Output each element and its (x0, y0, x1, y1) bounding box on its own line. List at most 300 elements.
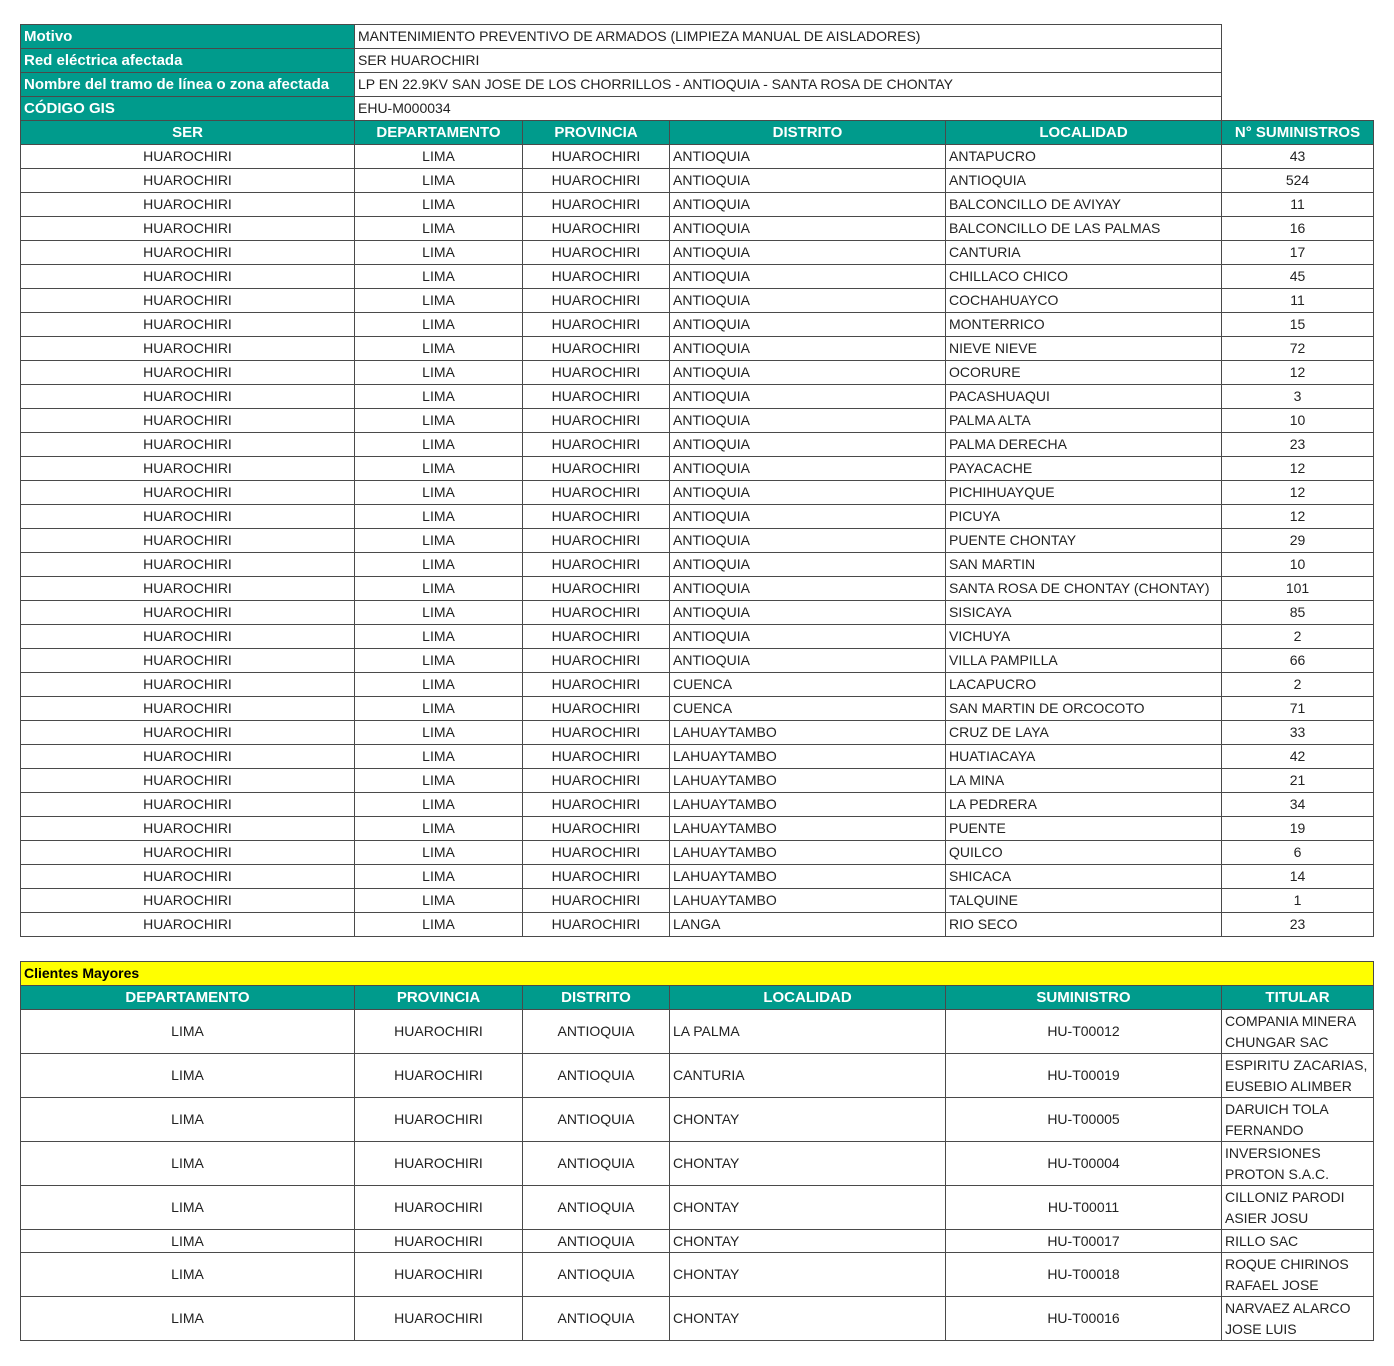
ser-cell[interactable]: HUAROCHIRI (21, 889, 355, 913)
localidad-cell[interactable]: OCORURE (946, 361, 1222, 385)
distrito-cell[interactable]: ANTIOQUIA (670, 385, 946, 409)
clients-head (21, 962, 1374, 1010)
provincia-cell[interactable]: HUAROCHIRI (523, 913, 670, 937)
distrito-cell[interactable]: ANTIOQUIA (670, 313, 946, 337)
suministros-cell[interactable]: 33 (1222, 721, 1374, 745)
ser-cell[interactable]: HUAROCHIRI (21, 841, 355, 865)
departamento-cell[interactable]: LIMA (355, 409, 523, 433)
distrito-cell[interactable]: ANTIOQUIA (670, 145, 946, 169)
col-header-titular: TITULAR (1222, 986, 1374, 1010)
provincia-cell[interactable]: HUAROCHIRI (523, 841, 670, 865)
suministros-cell[interactable]: 29 (1222, 529, 1374, 553)
departamento-cell[interactable]: LIMA (355, 193, 523, 217)
provincia-cell[interactable]: HUAROCHIRI (523, 169, 670, 193)
localidad-cell[interactable]: MONTERRICO (946, 313, 1222, 337)
provincia-cell[interactable]: HUAROCHIRI (355, 1054, 523, 1098)
distrito-cell[interactable]: CUENCA (670, 697, 946, 721)
table-row (21, 577, 1374, 601)
provincia-cell[interactable]: HUAROCHIRI (523, 577, 670, 601)
departamento-cell[interactable]: LIMA (355, 553, 523, 577)
localidad-cell[interactable]: RIO SECO (946, 913, 1222, 937)
localidad-cell[interactable]: CHONTAY (670, 1142, 946, 1186)
col-header-departamento: DEPARTAMENTO (21, 986, 355, 1010)
provincia-cell[interactable]: HUAROCHIRI (523, 553, 670, 577)
provincia-cell[interactable]: HUAROCHIRI (355, 1142, 523, 1186)
departamento-cell[interactable]: LIMA (355, 625, 523, 649)
table-row (21, 1230, 1374, 1253)
suministros-cell[interactable]: 23 (1222, 913, 1374, 937)
provincia-cell[interactable]: HUAROCHIRI (523, 337, 670, 361)
table-row (21, 841, 1374, 865)
ser-cell[interactable]: HUAROCHIRI (21, 505, 355, 529)
departamento-cell[interactable]: LIMA (355, 505, 523, 529)
table-row (21, 793, 1374, 817)
provincia-cell[interactable]: HUAROCHIRI (523, 409, 670, 433)
distrito-cell[interactable]: LAHUAYTAMBO (670, 769, 946, 793)
suministros-cell[interactable]: 34 (1222, 793, 1374, 817)
distrito-cell[interactable]: ANTIOQUIA (670, 433, 946, 457)
motivo-label: Motivo (21, 25, 355, 49)
ser-cell[interactable]: HUAROCHIRI (21, 553, 355, 577)
suministros-cell[interactable]: 23 (1222, 433, 1374, 457)
ser-cell[interactable]: HUAROCHIRI (21, 673, 355, 697)
suministro-cell[interactable]: HU-T00016 (946, 1297, 1222, 1341)
distrito-cell[interactable]: ANTIOQUIA (670, 337, 946, 361)
supply-table (20, 24, 1374, 937)
distrito-cell[interactable]: ANTIOQUIA (670, 241, 946, 265)
departamento-cell[interactable]: LIMA (355, 529, 523, 553)
provincia-cell[interactable]: HUAROCHIRI (355, 1297, 523, 1341)
provincia-cell[interactable]: HUAROCHIRI (355, 1253, 523, 1297)
ser-cell[interactable]: HUAROCHIRI (21, 313, 355, 337)
ser-cell[interactable]: HUAROCHIRI (21, 913, 355, 937)
empty-cell (1222, 97, 1374, 121)
localidad-cell[interactable]: LA MINA (946, 769, 1222, 793)
suministros-cell[interactable]: 21 (1222, 769, 1374, 793)
table-row (21, 601, 1374, 625)
localidad-cell[interactable]: CHONTAY (670, 1297, 946, 1341)
tramo-row (21, 73, 1374, 97)
suministros-cell[interactable]: 42 (1222, 745, 1374, 769)
provincia-cell[interactable]: HUAROCHIRI (523, 793, 670, 817)
table-row (21, 193, 1374, 217)
ser-cell[interactable]: HUAROCHIRI (21, 433, 355, 457)
departamento-cell[interactable]: LIMA (355, 145, 523, 169)
localidad-cell[interactable]: SAN MARTIN (946, 553, 1222, 577)
gis-row (21, 97, 1374, 121)
ser-cell[interactable]: HUAROCHIRI (21, 793, 355, 817)
ser-cell[interactable]: HUAROCHIRI (21, 217, 355, 241)
departamento-cell[interactable]: LIMA (355, 913, 523, 937)
suministro-cell[interactable]: HU-T00011 (946, 1186, 1222, 1230)
provincia-cell[interactable]: HUAROCHIRI (523, 721, 670, 745)
suministros-cell[interactable]: 16 (1222, 217, 1374, 241)
localidad-cell[interactable]: LA PALMA (670, 1010, 946, 1054)
clients-rows (21, 1010, 1374, 1341)
departamento-cell[interactable]: LIMA (355, 457, 523, 481)
departamento-cell[interactable]: LIMA (21, 1297, 355, 1341)
table-row (21, 553, 1374, 577)
provincia-cell[interactable]: HUAROCHIRI (523, 457, 670, 481)
provincia-cell[interactable]: HUAROCHIRI (355, 1010, 523, 1054)
ser-cell[interactable]: HUAROCHIRI (21, 289, 355, 313)
ser-cell[interactable]: HUAROCHIRI (21, 865, 355, 889)
departamento-cell[interactable]: LIMA (355, 889, 523, 913)
localidad-cell[interactable]: LA PEDRERA (946, 793, 1222, 817)
distrito-cell[interactable]: ANTIOQUIA (670, 169, 946, 193)
departamento-cell[interactable]: LIMA (355, 385, 523, 409)
table-row (21, 529, 1374, 553)
localidad-cell[interactable]: PICUYA (946, 505, 1222, 529)
localidad-cell[interactable]: CHONTAY (670, 1253, 946, 1297)
departamento-cell[interactable]: LIMA (355, 769, 523, 793)
ser-cell[interactable]: HUAROCHIRI (21, 265, 355, 289)
provincia-cell[interactable]: HUAROCHIRI (355, 1230, 523, 1253)
red-value[interactable]: SER HUAROCHIRI (355, 49, 1222, 73)
table-row (21, 265, 1374, 289)
departamento-cell[interactable]: LIMA (21, 1098, 355, 1142)
departamento-cell[interactable]: LIMA (355, 313, 523, 337)
departamento-cell[interactable]: LIMA (355, 745, 523, 769)
departamento-cell[interactable]: LIMA (355, 601, 523, 625)
provincia-cell[interactable]: HUAROCHIRI (523, 433, 670, 457)
titular-cell[interactable]: ESPIRITU ZACARIAS, EUSEBIO ALIMBER (1222, 1054, 1374, 1098)
localidad-cell[interactable]: QUILCO (946, 841, 1222, 865)
distrito-cell[interactable]: ANTIOQUIA (523, 1186, 670, 1230)
suministros-cell[interactable]: 14 (1222, 865, 1374, 889)
localidad-cell[interactable]: PALMA ALTA (946, 409, 1222, 433)
ser-cell[interactable]: HUAROCHIRI (21, 625, 355, 649)
distrito-cell[interactable]: LAHUAYTAMBO (670, 793, 946, 817)
gis-value[interactable]: EHU-M000034 (355, 97, 1222, 121)
suministros-cell[interactable]: 17 (1222, 241, 1374, 265)
titular-cell[interactable]: COMPANIA MINERA CHUNGAR SAC (1222, 1010, 1374, 1054)
ser-cell[interactable]: HUAROCHIRI (21, 649, 355, 673)
table-row (21, 721, 1374, 745)
departamento-cell[interactable]: LIMA (21, 1010, 355, 1054)
ser-cell[interactable]: HUAROCHIRI (21, 457, 355, 481)
suministros-cell[interactable]: 85 (1222, 601, 1374, 625)
suministros-cell[interactable]: 524 (1222, 169, 1374, 193)
suministro-cell[interactable]: HU-T00018 (946, 1253, 1222, 1297)
ser-cell[interactable]: HUAROCHIRI (21, 529, 355, 553)
localidad-cell[interactable]: NIEVE NIEVE (946, 337, 1222, 361)
provincia-cell[interactable]: HUAROCHIRI (523, 697, 670, 721)
distrito-cell[interactable]: ANTIOQUIA (670, 553, 946, 577)
table-row (21, 1186, 1374, 1230)
provincia-cell[interactable]: HUAROCHIRI (355, 1098, 523, 1142)
table-row (21, 1010, 1374, 1054)
suministros-cell[interactable]: 10 (1222, 553, 1374, 577)
suministros-cell[interactable]: 10 (1222, 409, 1374, 433)
provincia-cell[interactable]: HUAROCHIRI (523, 481, 670, 505)
distrito-cell[interactable]: ANTIOQUIA (523, 1054, 670, 1098)
distrito-cell[interactable]: ANTIOQUIA (670, 601, 946, 625)
localidad-cell[interactable]: BALCONCILLO DE LAS PALMAS (946, 217, 1222, 241)
supply-rows (21, 145, 1374, 937)
localidad-cell[interactable]: PALMA DERECHA (946, 433, 1222, 457)
localidad-cell[interactable]: ANTAPUCRO (946, 145, 1222, 169)
distrito-cell[interactable]: LAHUAYTAMBO (670, 889, 946, 913)
localidad-cell[interactable]: SANTA ROSA DE CHONTAY (CHONTAY) (946, 577, 1222, 601)
distrito-cell[interactable]: ANTIOQUIA (670, 289, 946, 313)
provincia-cell[interactable]: HUAROCHIRI (355, 1186, 523, 1230)
distrito-cell[interactable]: ANTIOQUIA (670, 361, 946, 385)
ser-cell[interactable]: HUAROCHIRI (21, 337, 355, 361)
ser-cell[interactable]: HUAROCHIRI (21, 361, 355, 385)
ser-cell[interactable]: HUAROCHIRI (21, 601, 355, 625)
col-header-distrito: DISTRITO (670, 121, 946, 145)
provincia-cell[interactable]: HUAROCHIRI (523, 865, 670, 889)
titular-cell[interactable]: INVERSIONES PROTON S.A.C. (1222, 1142, 1374, 1186)
provincia-cell[interactable]: HUAROCHIRI (523, 217, 670, 241)
red-row (21, 49, 1374, 73)
departamento-cell[interactable]: LIMA (21, 1230, 355, 1253)
provincia-cell[interactable]: HUAROCHIRI (523, 649, 670, 673)
localidad-cell[interactable]: CANTURIA (670, 1054, 946, 1098)
distrito-cell[interactable]: ANTIOQUIA (670, 457, 946, 481)
clients-table (20, 961, 1374, 1341)
departamento-cell[interactable]: LIMA (355, 433, 523, 457)
departamento-cell[interactable]: LIMA (355, 577, 523, 601)
provincia-cell[interactable]: HUAROCHIRI (523, 673, 670, 697)
distrito-cell[interactable]: ANTIOQUIA (670, 481, 946, 505)
empty-cell (1222, 25, 1374, 49)
localidad-cell[interactable]: COCHAHUAYCO (946, 289, 1222, 313)
localidad-cell[interactable]: ANTIOQUIA (946, 169, 1222, 193)
localidad-cell[interactable]: PAYACACHE (946, 457, 1222, 481)
departamento-cell[interactable]: LIMA (355, 289, 523, 313)
departamento-cell[interactable]: LIMA (21, 1054, 355, 1098)
suministros-cell[interactable]: 12 (1222, 361, 1374, 385)
table-row (21, 1297, 1374, 1341)
provincia-cell[interactable]: HUAROCHIRI (523, 289, 670, 313)
distrito-cell[interactable]: ANTIOQUIA (670, 217, 946, 241)
table-row (21, 865, 1374, 889)
distrito-cell[interactable]: ANTIOQUIA (523, 1253, 670, 1297)
localidad-cell[interactable]: HUATIACAYA (946, 745, 1222, 769)
table-row (21, 1253, 1374, 1297)
table-row (21, 1054, 1374, 1098)
suministros-cell[interactable]: 2 (1222, 625, 1374, 649)
distrito-cell[interactable]: ANTIOQUIA (670, 649, 946, 673)
distrito-cell[interactable]: ANTIOQUIA (670, 265, 946, 289)
distrito-cell[interactable]: ANTIOQUIA (670, 409, 946, 433)
provincia-cell[interactable]: HUAROCHIRI (523, 817, 670, 841)
departamento-cell[interactable]: LIMA (355, 361, 523, 385)
suministros-cell[interactable]: 101 (1222, 577, 1374, 601)
table-row (21, 625, 1374, 649)
ser-cell[interactable]: HUAROCHIRI (21, 409, 355, 433)
localidad-cell[interactable]: CHONTAY (670, 1230, 946, 1253)
distrito-cell[interactable]: ANTIOQUIA (670, 625, 946, 649)
localidad-cell[interactable]: TALQUINE (946, 889, 1222, 913)
distrito-cell[interactable]: ANTIOQUIA (523, 1098, 670, 1142)
localidad-cell[interactable]: PUENTE CHONTAY (946, 529, 1222, 553)
section-gap (20, 937, 1374, 961)
distrito-cell[interactable]: ANTIOQUIA (670, 577, 946, 601)
departamento-cell[interactable]: LIMA (355, 841, 523, 865)
localidad-cell[interactable]: CHONTAY (670, 1186, 946, 1230)
departamento-cell[interactable]: LIMA (21, 1142, 355, 1186)
localidad-cell[interactable]: CHILLACO CHICO (946, 265, 1222, 289)
col-header-localidad: LOCALIDAD (670, 986, 946, 1010)
distrito-cell[interactable]: LAHUAYTAMBO (670, 721, 946, 745)
departamento-cell[interactable]: LIMA (355, 649, 523, 673)
departamento-cell[interactable]: LIMA (355, 337, 523, 361)
table-row (21, 457, 1374, 481)
titular-cell[interactable]: ROQUE CHIRINOS RAFAEL JOSE (1222, 1253, 1374, 1297)
ser-cell[interactable]: HUAROCHIRI (21, 817, 355, 841)
distrito-cell[interactable]: LANGA (670, 913, 946, 937)
departamento-cell[interactable]: LIMA (355, 721, 523, 745)
distrito-cell[interactable]: LAHUAYTAMBO (670, 865, 946, 889)
departamento-cell[interactable]: LIMA (355, 817, 523, 841)
provincia-cell[interactable]: HUAROCHIRI (523, 769, 670, 793)
provincia-cell[interactable]: HUAROCHIRI (523, 529, 670, 553)
ser-cell[interactable]: HUAROCHIRI (21, 241, 355, 265)
provincia-cell[interactable]: HUAROCHIRI (523, 385, 670, 409)
col-header-suministro: SUMINISTRO (946, 986, 1222, 1010)
titular-cell[interactable]: CILLONIZ PARODI ASIER JOSU (1222, 1186, 1374, 1230)
localidad-cell[interactable]: SHICACA (946, 865, 1222, 889)
suministros-cell[interactable]: 12 (1222, 457, 1374, 481)
localidad-cell[interactable]: VILLA PAMPILLA (946, 649, 1222, 673)
ser-cell[interactable]: HUAROCHIRI (21, 721, 355, 745)
departamento-cell[interactable]: LIMA (21, 1186, 355, 1230)
motivo-value[interactable]: MANTENIMIENTO PREVENTIVO DE ARMADOS (LIMPIEZA MANUAL DE AISLADORES) (355, 25, 1222, 49)
titular-cell[interactable]: DARUICH TOLA FERNANDO (1222, 1098, 1374, 1142)
provincia-cell[interactable]: HUAROCHIRI (523, 361, 670, 385)
ser-cell[interactable]: HUAROCHIRI (21, 697, 355, 721)
distrito-cell[interactable]: CUENCA (670, 673, 946, 697)
table-row (21, 241, 1374, 265)
suministro-cell[interactable]: HU-T00004 (946, 1142, 1222, 1186)
provincia-cell[interactable]: HUAROCHIRI (523, 145, 670, 169)
suministros-cell[interactable]: 15 (1222, 313, 1374, 337)
localidad-cell[interactable]: SISICAYA (946, 601, 1222, 625)
suministro-cell[interactable]: HU-T00019 (946, 1054, 1222, 1098)
ser-cell[interactable]: HUAROCHIRI (21, 577, 355, 601)
distrito-cell[interactable]: LAHUAYTAMBO (670, 745, 946, 769)
titular-cell[interactable]: NARVAEZ ALARCO JOSE LUIS (1222, 1297, 1374, 1341)
table-row (21, 649, 1374, 673)
clients-title-row (21, 962, 1374, 986)
suministros-cell[interactable]: 2 (1222, 673, 1374, 697)
tramo-label: Nombre del tramo de línea o zona afectada (21, 73, 355, 97)
localidad-cell[interactable]: PUENTE (946, 817, 1222, 841)
departamento-cell[interactable]: LIMA (355, 865, 523, 889)
distrito-cell[interactable]: ANTIOQUIA (523, 1297, 670, 1341)
localidad-cell[interactable]: SAN MARTIN DE ORCOCOTO (946, 697, 1222, 721)
departamento-cell[interactable]: LIMA (355, 793, 523, 817)
ser-cell[interactable]: HUAROCHIRI (21, 769, 355, 793)
table-row (21, 337, 1374, 361)
provincia-cell[interactable]: HUAROCHIRI (523, 889, 670, 913)
provincia-cell[interactable]: HUAROCHIRI (523, 505, 670, 529)
suministros-cell[interactable]: 6 (1222, 841, 1374, 865)
suministros-cell[interactable]: 12 (1222, 481, 1374, 505)
distrito-cell[interactable]: ANTIOQUIA (523, 1230, 670, 1253)
departamento-cell[interactable]: LIMA (355, 241, 523, 265)
ser-cell[interactable]: HUAROCHIRI (21, 745, 355, 769)
table-row (21, 481, 1374, 505)
table-row (21, 361, 1374, 385)
provincia-cell[interactable]: HUAROCHIRI (523, 313, 670, 337)
distrito-cell[interactable]: ANTIOQUIA (523, 1010, 670, 1054)
distrito-cell[interactable]: LAHUAYTAMBO (670, 841, 946, 865)
departamento-cell[interactable]: LIMA (355, 697, 523, 721)
localidad-cell[interactable]: VICHUYA (946, 625, 1222, 649)
distrito-cell[interactable]: ANTIOQUIA (523, 1142, 670, 1186)
departamento-cell[interactable]: LIMA (355, 481, 523, 505)
localidad-cell[interactable]: BALCONCILLO DE AVIYAY (946, 193, 1222, 217)
provincia-cell[interactable]: HUAROCHIRI (523, 601, 670, 625)
distrito-cell[interactable]: LAHUAYTAMBO (670, 817, 946, 841)
table-row (21, 433, 1374, 457)
ser-cell[interactable]: HUAROCHIRI (21, 385, 355, 409)
provincia-cell[interactable]: HUAROCHIRI (523, 265, 670, 289)
suministros-cell[interactable]: 45 (1222, 265, 1374, 289)
suministros-cell[interactable]: 11 (1222, 193, 1374, 217)
suministros-cell[interactable]: 12 (1222, 505, 1374, 529)
ser-cell[interactable]: HUAROCHIRI (21, 169, 355, 193)
tramo-value[interactable]: LP EN 22.9KV SAN JOSE DE LOS CHORRILLOS - ANTIOQUIA - SANTA ROSA DE CHONTAY (355, 73, 1222, 97)
ser-cell[interactable]: HUAROCHIRI (21, 193, 355, 217)
departamento-cell[interactable]: LIMA (355, 169, 523, 193)
suministros-cell[interactable]: 1 (1222, 889, 1374, 913)
ser-cell[interactable]: HUAROCHIRI (21, 145, 355, 169)
suministro-cell[interactable]: HU-T00017 (946, 1230, 1222, 1253)
suministro-cell[interactable]: HU-T00012 (946, 1010, 1222, 1054)
localidad-cell[interactable]: PACASHUAQUI (946, 385, 1222, 409)
suministros-cell[interactable]: 71 (1222, 697, 1374, 721)
table-row (21, 217, 1374, 241)
ser-cell[interactable]: HUAROCHIRI (21, 481, 355, 505)
suministros-cell[interactable]: 3 (1222, 385, 1374, 409)
departamento-cell[interactable]: LIMA (21, 1253, 355, 1297)
localidad-cell[interactable]: LACAPUCRO (946, 673, 1222, 697)
provincia-cell[interactable]: HUAROCHIRI (523, 193, 670, 217)
suministros-cell[interactable]: 19 (1222, 817, 1374, 841)
departamento-cell[interactable]: LIMA (355, 673, 523, 697)
provincia-cell[interactable]: HUAROCHIRI (523, 625, 670, 649)
distrito-cell[interactable]: ANTIOQUIA (670, 193, 946, 217)
table-row (21, 745, 1374, 769)
localidad-cell[interactable]: CRUZ DE LAYA (946, 721, 1222, 745)
localidad-cell[interactable]: CHONTAY (670, 1098, 946, 1142)
provincia-cell[interactable]: HUAROCHIRI (523, 745, 670, 769)
suministro-cell[interactable]: HU-T00005 (946, 1098, 1222, 1142)
table-row (21, 817, 1374, 841)
distrito-cell[interactable]: ANTIOQUIA (670, 529, 946, 553)
suministros-cell[interactable]: 66 (1222, 649, 1374, 673)
suministros-cell[interactable]: 11 (1222, 289, 1374, 313)
col-header-distrito: DISTRITO (523, 986, 670, 1010)
suministros-cell[interactable]: 72 (1222, 337, 1374, 361)
titular-cell[interactable]: RILLO SAC (1222, 1230, 1374, 1253)
departamento-cell[interactable]: LIMA (355, 265, 523, 289)
localidad-cell[interactable]: CANTURIA (946, 241, 1222, 265)
empty-cell (1222, 73, 1374, 97)
departamento-cell[interactable]: LIMA (355, 217, 523, 241)
provincia-cell[interactable]: HUAROCHIRI (523, 241, 670, 265)
supply-header-row (21, 121, 1374, 145)
localidad-cell[interactable]: PICHIHUAYQUE (946, 481, 1222, 505)
suministros-cell[interactable]: 43 (1222, 145, 1374, 169)
distrito-cell[interactable]: ANTIOQUIA (670, 505, 946, 529)
table-row (21, 289, 1374, 313)
